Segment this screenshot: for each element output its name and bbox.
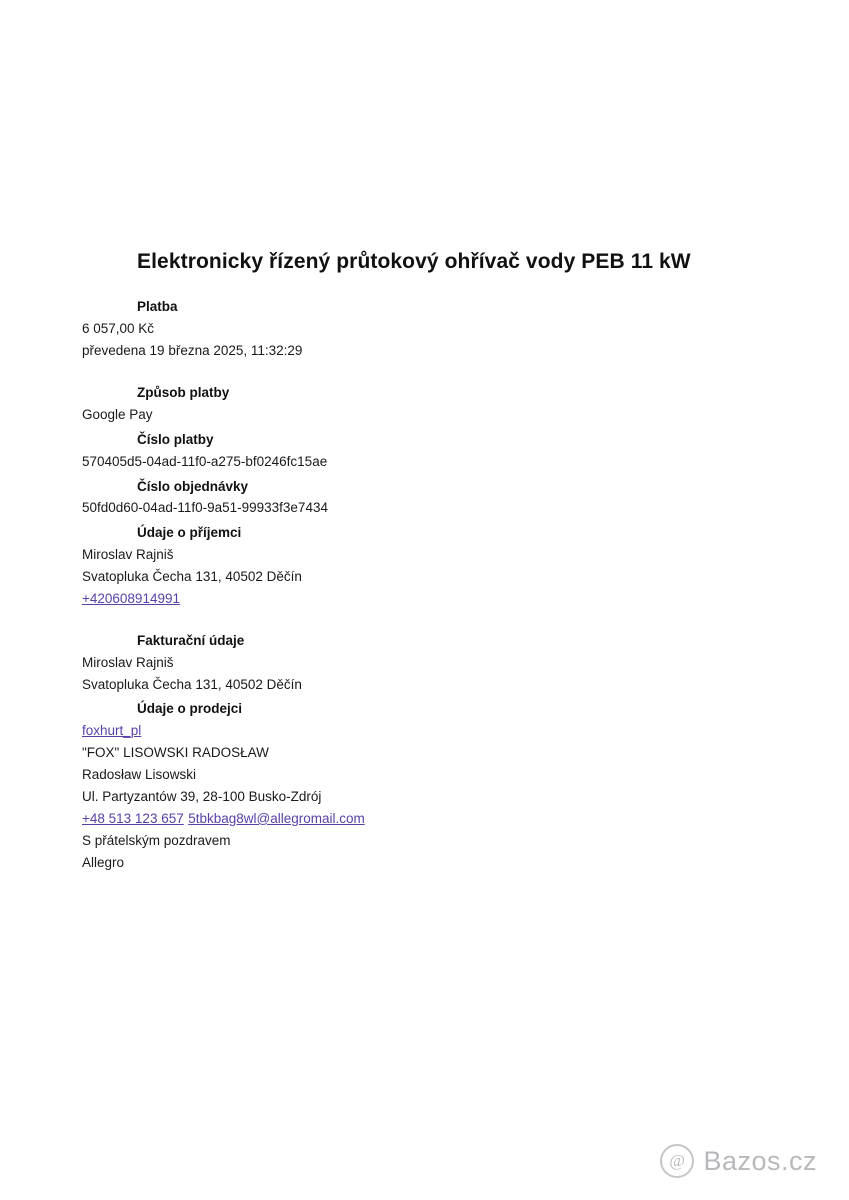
- payment-label: Platba: [137, 299, 178, 315]
- payment-id-value: 570405d5-04ad-11f0-a275-bf0246fc15ae: [82, 453, 328, 469]
- payment-method-label: Způsob platby: [137, 384, 230, 400]
- payment-id-section: [82, 430, 772, 473]
- seller-email-link[interactable]: 5tbkbag8wl@allegromail.com: [188, 810, 365, 826]
- recipient-section: [82, 523, 772, 610]
- closing-greeting: S přátelským pozdravem: [82, 832, 231, 848]
- payment-method-value: Google Pay: [82, 406, 153, 422]
- payment-section: [82, 297, 772, 362]
- billing-name: Miroslav Rajniš: [82, 654, 174, 670]
- order-id-section: [82, 477, 772, 520]
- watermark-text: Bazos.cz: [703, 1145, 817, 1176]
- seller-person: Radosław Lisowski: [82, 767, 197, 783]
- billing-label: Fakturační údaje: [137, 632, 245, 648]
- seller-label: Údaje o prodejci: [137, 701, 243, 717]
- closing-signature: Allegro: [82, 854, 125, 870]
- page-title: Elektronicky řízený průtokový ohřívač vody PEB 11 kW: [137, 250, 691, 273]
- seller-address: Ul. Partyzantów 39, 28-100 Busko-Zdrój: [82, 788, 322, 804]
- billing-address: Svatopluka Čecha 131, 40502 Děčín: [82, 676, 302, 692]
- recipient-address: Svatopluka Čecha 131, 40502 Děčín: [82, 569, 302, 585]
- document-content: [82, 248, 772, 873]
- seller-shop-link[interactable]: foxhurt_pl: [82, 723, 142, 739]
- seller-company: "FOX" LISOWSKI RADOSŁAW: [82, 745, 269, 761]
- order-id-label: Číslo objednávky: [137, 478, 249, 494]
- at-sign-icon: @: [660, 1144, 694, 1178]
- payment-transferred: převedena 19 března 2025, 11:32:29: [82, 343, 303, 359]
- payment-amount: 6 057,00 Kč: [82, 321, 155, 337]
- payment-method-section: [82, 383, 772, 426]
- seller-phone-link[interactable]: +48 513 123 657: [82, 810, 184, 826]
- watermark: [660, 1144, 817, 1178]
- seller-section: [82, 699, 772, 873]
- billing-section: [82, 631, 772, 696]
- recipient-label: Údaje o příjemci: [137, 525, 242, 541]
- recipient-name: Miroslav Rajniš: [82, 547, 174, 563]
- recipient-phone-link[interactable]: +420608914991: [82, 590, 180, 606]
- order-id-value: 50fd0d60-04ad-11f0-9a51-99933f3e7434: [82, 500, 328, 516]
- payment-id-label: Číslo platby: [137, 431, 214, 447]
